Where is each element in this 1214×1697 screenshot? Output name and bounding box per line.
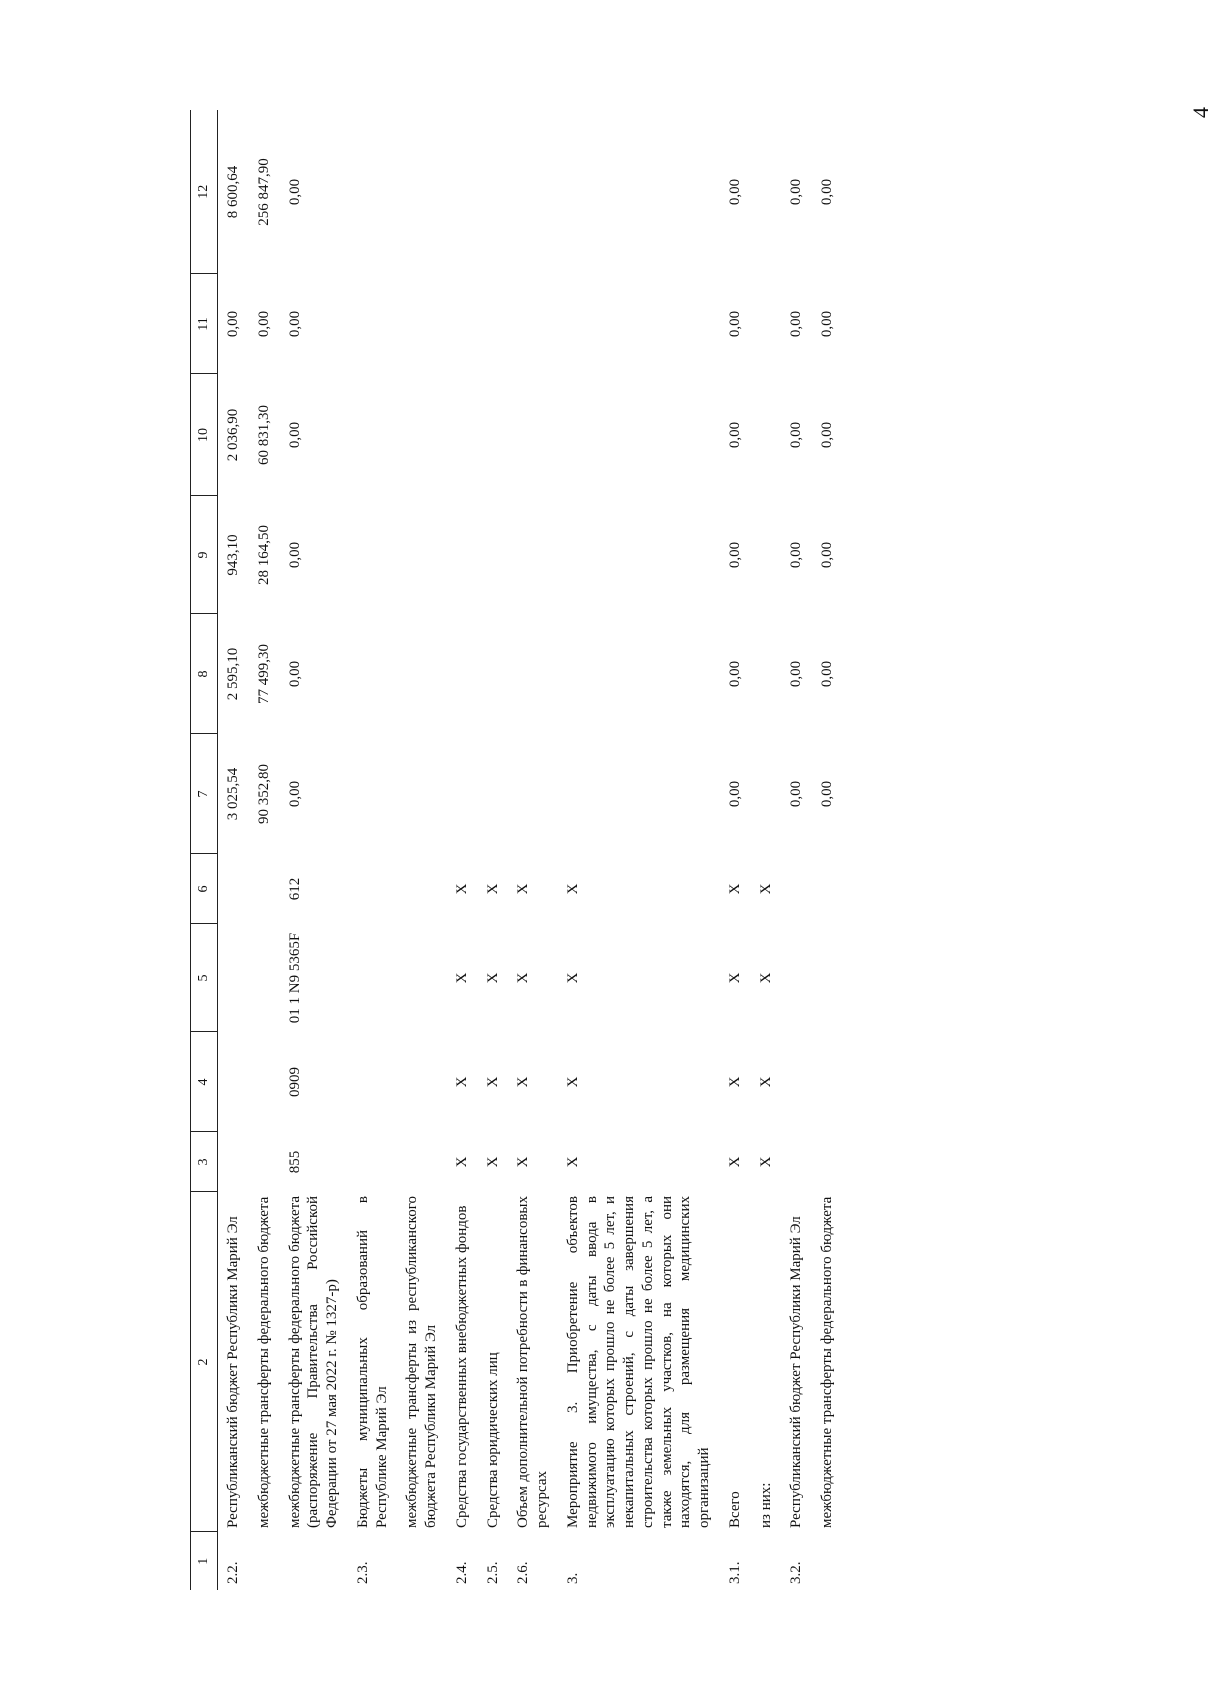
table-body — [218, 110, 843, 1590]
row-number-cell: 3.2. — [788, 1561, 805, 1584]
value-cell: 0,00 — [788, 178, 805, 206]
value-cell: X — [726, 972, 743, 984]
value-cell: X — [453, 883, 470, 895]
value-cell — [397, 1032, 447, 1132]
value-cell: 28 164,50 — [255, 525, 272, 585]
value-cell: 0,00 — [255, 310, 272, 338]
column-header: 11 — [191, 274, 218, 374]
rotated-table-container — [190, 110, 1010, 1590]
value-cell: X — [484, 1076, 501, 1088]
value-cell — [558, 614, 720, 734]
value-cell: X — [726, 1076, 743, 1088]
value-cell — [249, 1032, 280, 1132]
value-cell: 0,00 — [286, 310, 303, 338]
value-cell — [751, 734, 782, 854]
value-cell: 77 499,30 — [255, 644, 272, 704]
column-header: 9 — [191, 496, 218, 614]
value-cell — [508, 274, 558, 374]
value-cell — [348, 496, 398, 614]
value-cell: X — [564, 883, 581, 895]
value-cell: 0,00 — [286, 541, 303, 569]
value-cell — [812, 924, 843, 1032]
value-cell — [781, 854, 812, 924]
row-number-cell — [397, 1532, 447, 1590]
value-cell — [751, 614, 782, 734]
value-cell — [397, 110, 447, 274]
value-cell: 0,00 — [726, 780, 743, 808]
value-cell: 0,00 — [819, 178, 835, 206]
value-cell: X — [453, 1076, 470, 1088]
column-header: 5 — [191, 924, 218, 1032]
value-cell: 2 595,10 — [225, 647, 241, 701]
value-cell: 01 1 N9 5365F — [286, 932, 303, 1024]
value-cell — [508, 110, 558, 274]
value-cell — [447, 274, 478, 374]
value-cell — [558, 110, 720, 274]
value-cell: 0,00 — [726, 310, 743, 338]
value-cell: X — [726, 883, 743, 895]
value-cell — [348, 110, 398, 274]
column-header: 6 — [191, 854, 218, 924]
value-cell — [478, 614, 509, 734]
value-cell — [348, 734, 398, 854]
value-cell — [781, 1132, 812, 1192]
value-cell — [348, 374, 398, 496]
value-cell — [781, 924, 812, 1032]
row-name-cell: Средства юридических лиц — [484, 1352, 501, 1528]
value-cell — [218, 1132, 249, 1192]
value-cell: X — [484, 883, 501, 895]
value-cell — [751, 110, 782, 274]
row-name-cell: межбюджетные трансферты федерального бюджета — [255, 1196, 272, 1528]
row-number-cell — [751, 1532, 782, 1590]
value-cell: X — [453, 1156, 470, 1168]
value-cell: 0,00 — [726, 178, 743, 206]
value-cell — [478, 374, 509, 496]
value-cell — [751, 274, 782, 374]
row-number-cell: 2.3. — [354, 1561, 371, 1584]
value-cell: X — [757, 972, 774, 984]
row-name-cell: межбюджетные трансферты из республиканского бюджета Республики Марий Эл — [404, 1196, 439, 1528]
value-cell — [249, 924, 280, 1032]
value-cell — [478, 274, 509, 374]
value-cell: 0,00 — [819, 660, 835, 688]
value-cell: X — [564, 1156, 581, 1168]
page-number: 4 — [1188, 107, 1213, 118]
row-number-cell: 3. — [564, 1572, 581, 1584]
value-cell: 0,00 — [286, 660, 303, 688]
value-cell — [751, 496, 782, 614]
row-number-cell: 3.1. — [726, 1561, 743, 1584]
value-cell — [249, 854, 280, 924]
value-cell — [397, 924, 447, 1032]
value-cell — [447, 496, 478, 614]
table-row — [781, 110, 812, 1590]
row-name-cell: Всего — [726, 1491, 743, 1528]
value-cell: X — [484, 972, 501, 984]
value-cell: 60 831,30 — [255, 405, 272, 465]
value-cell: 0,00 — [788, 660, 805, 688]
value-cell: 256 847,90 — [255, 158, 272, 226]
value-cell — [348, 614, 398, 734]
value-cell: X — [726, 1156, 743, 1168]
value-cell — [781, 1032, 812, 1132]
row-name-cell: Республиканский бюджет Республики Марий Эл — [225, 1216, 241, 1528]
funding-table — [190, 110, 843, 1590]
value-cell: X — [757, 1076, 774, 1088]
value-cell — [348, 274, 398, 374]
value-cell — [218, 854, 249, 924]
table-row — [218, 110, 249, 1590]
row-number-cell: 2.2. — [225, 1561, 241, 1584]
table-row — [508, 110, 558, 1590]
value-cell — [447, 374, 478, 496]
value-cell: 943,10 — [225, 534, 241, 576]
column-header: 2 — [191, 1192, 218, 1532]
value-cell: X — [564, 972, 581, 984]
value-cell: 0,00 — [819, 541, 835, 569]
value-cell: 612 — [286, 877, 303, 901]
value-cell: 0909 — [286, 1067, 303, 1097]
column-header: 8 — [191, 614, 218, 734]
row-number-cell: 2.6. — [515, 1561, 532, 1584]
value-cell: 2 036,90 — [225, 408, 241, 462]
value-cell: X — [453, 972, 470, 984]
column-header: 1 — [191, 1532, 218, 1590]
value-cell: 0,00 — [726, 421, 743, 449]
table-row — [478, 110, 509, 1590]
row-name-cell: Объем дополнительной потребности в финансовых ресурсах — [515, 1196, 550, 1528]
value-cell — [447, 110, 478, 274]
value-cell — [812, 1032, 843, 1132]
value-cell: 0,00 — [726, 660, 743, 688]
value-cell — [508, 734, 558, 854]
value-cell — [558, 734, 720, 854]
value-cell — [508, 496, 558, 614]
value-cell — [478, 496, 509, 614]
table-row — [812, 110, 843, 1590]
value-cell — [249, 1132, 280, 1192]
row-number-cell — [249, 1532, 280, 1590]
value-cell — [812, 854, 843, 924]
row-name-cell: межбюджетные трансферты федерального бюджета (распоряжение Правительства Российской Федерации от 27 мая 2022 г. № 1327-р) — [286, 1196, 340, 1528]
value-cell: X — [515, 1156, 532, 1168]
value-cell — [478, 734, 509, 854]
row-name-cell: межбюджетные трансферты федерального бюджета — [819, 1196, 835, 1528]
value-cell — [397, 274, 447, 374]
value-cell: 0,00 — [225, 310, 241, 338]
value-cell — [218, 1032, 249, 1132]
value-cell: X — [515, 972, 532, 984]
value-cell — [218, 924, 249, 1032]
row-number-cell: 2.5. — [484, 1561, 501, 1584]
value-cell: X — [484, 1156, 501, 1168]
value-cell: 8 600,64 — [225, 165, 241, 219]
value-cell — [508, 614, 558, 734]
value-cell — [447, 614, 478, 734]
row-number-cell: 2.4. — [453, 1561, 470, 1584]
value-cell: 0,00 — [819, 780, 835, 808]
value-cell: 0,00 — [819, 310, 835, 338]
value-cell — [397, 496, 447, 614]
table-row — [558, 110, 720, 1590]
value-cell: X — [515, 1076, 532, 1088]
value-cell — [478, 110, 509, 274]
value-cell — [348, 924, 398, 1032]
value-cell — [348, 854, 398, 924]
row-name-cell: Республиканский бюджет Республики Марий Эл — [788, 1216, 805, 1528]
value-cell — [558, 374, 720, 496]
table-row — [348, 110, 398, 1590]
column-header: 12 — [191, 110, 218, 274]
column-number-header-row — [191, 110, 218, 1590]
table-row — [720, 110, 751, 1590]
value-cell — [812, 1132, 843, 1192]
value-cell: 0,00 — [788, 780, 805, 808]
value-cell — [348, 1132, 398, 1192]
table-row — [249, 110, 280, 1590]
value-cell: X — [515, 883, 532, 895]
table-row — [751, 110, 782, 1590]
value-cell: 0,00 — [819, 421, 835, 449]
row-name-cell: Бюджеты муниципальных образований в Республике Марий Эл — [354, 1196, 390, 1528]
table-row — [280, 110, 348, 1590]
value-cell: 0,00 — [788, 541, 805, 569]
row-number-cell — [280, 1532, 348, 1590]
row-name-cell: Мероприятие 3. Приобретение объектов недвижимого имущества, с даты ввода в эксплуатацию которых прошло не более 5 лет, и некапитальных строений, с даты завершения строительства которых прошло не более 5 лет, а также земельных участков, на которых они находятся, для размещения медицинских организаций — [564, 1196, 712, 1528]
column-header: 10 — [191, 374, 218, 496]
column-header: 7 — [191, 734, 218, 854]
value-cell: 0,00 — [286, 780, 303, 808]
value-cell — [397, 614, 447, 734]
value-cell: 855 — [286, 1150, 303, 1174]
row-name-cell: Средства государственных внебюджетных фондов — [453, 1205, 470, 1528]
value-cell — [397, 1132, 447, 1192]
table-row — [447, 110, 478, 1590]
value-cell: 90 352,80 — [255, 764, 272, 824]
value-cell: X — [757, 1156, 774, 1168]
value-cell: 0,00 — [788, 421, 805, 449]
value-cell — [508, 374, 558, 496]
row-name-cell: из них: — [757, 1482, 774, 1528]
value-cell: 3 025,54 — [225, 767, 241, 821]
value-cell — [751, 374, 782, 496]
value-cell: 0,00 — [286, 421, 303, 449]
table-row — [397, 110, 447, 1590]
value-cell: 0,00 — [788, 310, 805, 338]
value-cell — [558, 274, 720, 374]
value-cell — [397, 374, 447, 496]
value-cell — [397, 854, 447, 924]
value-cell — [558, 496, 720, 614]
row-number-cell — [812, 1532, 843, 1590]
value-cell — [397, 734, 447, 854]
column-header: 4 — [191, 1032, 218, 1132]
column-header: 3 — [191, 1132, 218, 1192]
value-cell: 0,00 — [726, 541, 743, 569]
value-cell — [447, 734, 478, 854]
value-cell: X — [757, 883, 774, 895]
value-cell: X — [564, 1076, 581, 1088]
value-cell: 0,00 — [286, 178, 303, 206]
value-cell — [348, 1032, 398, 1132]
